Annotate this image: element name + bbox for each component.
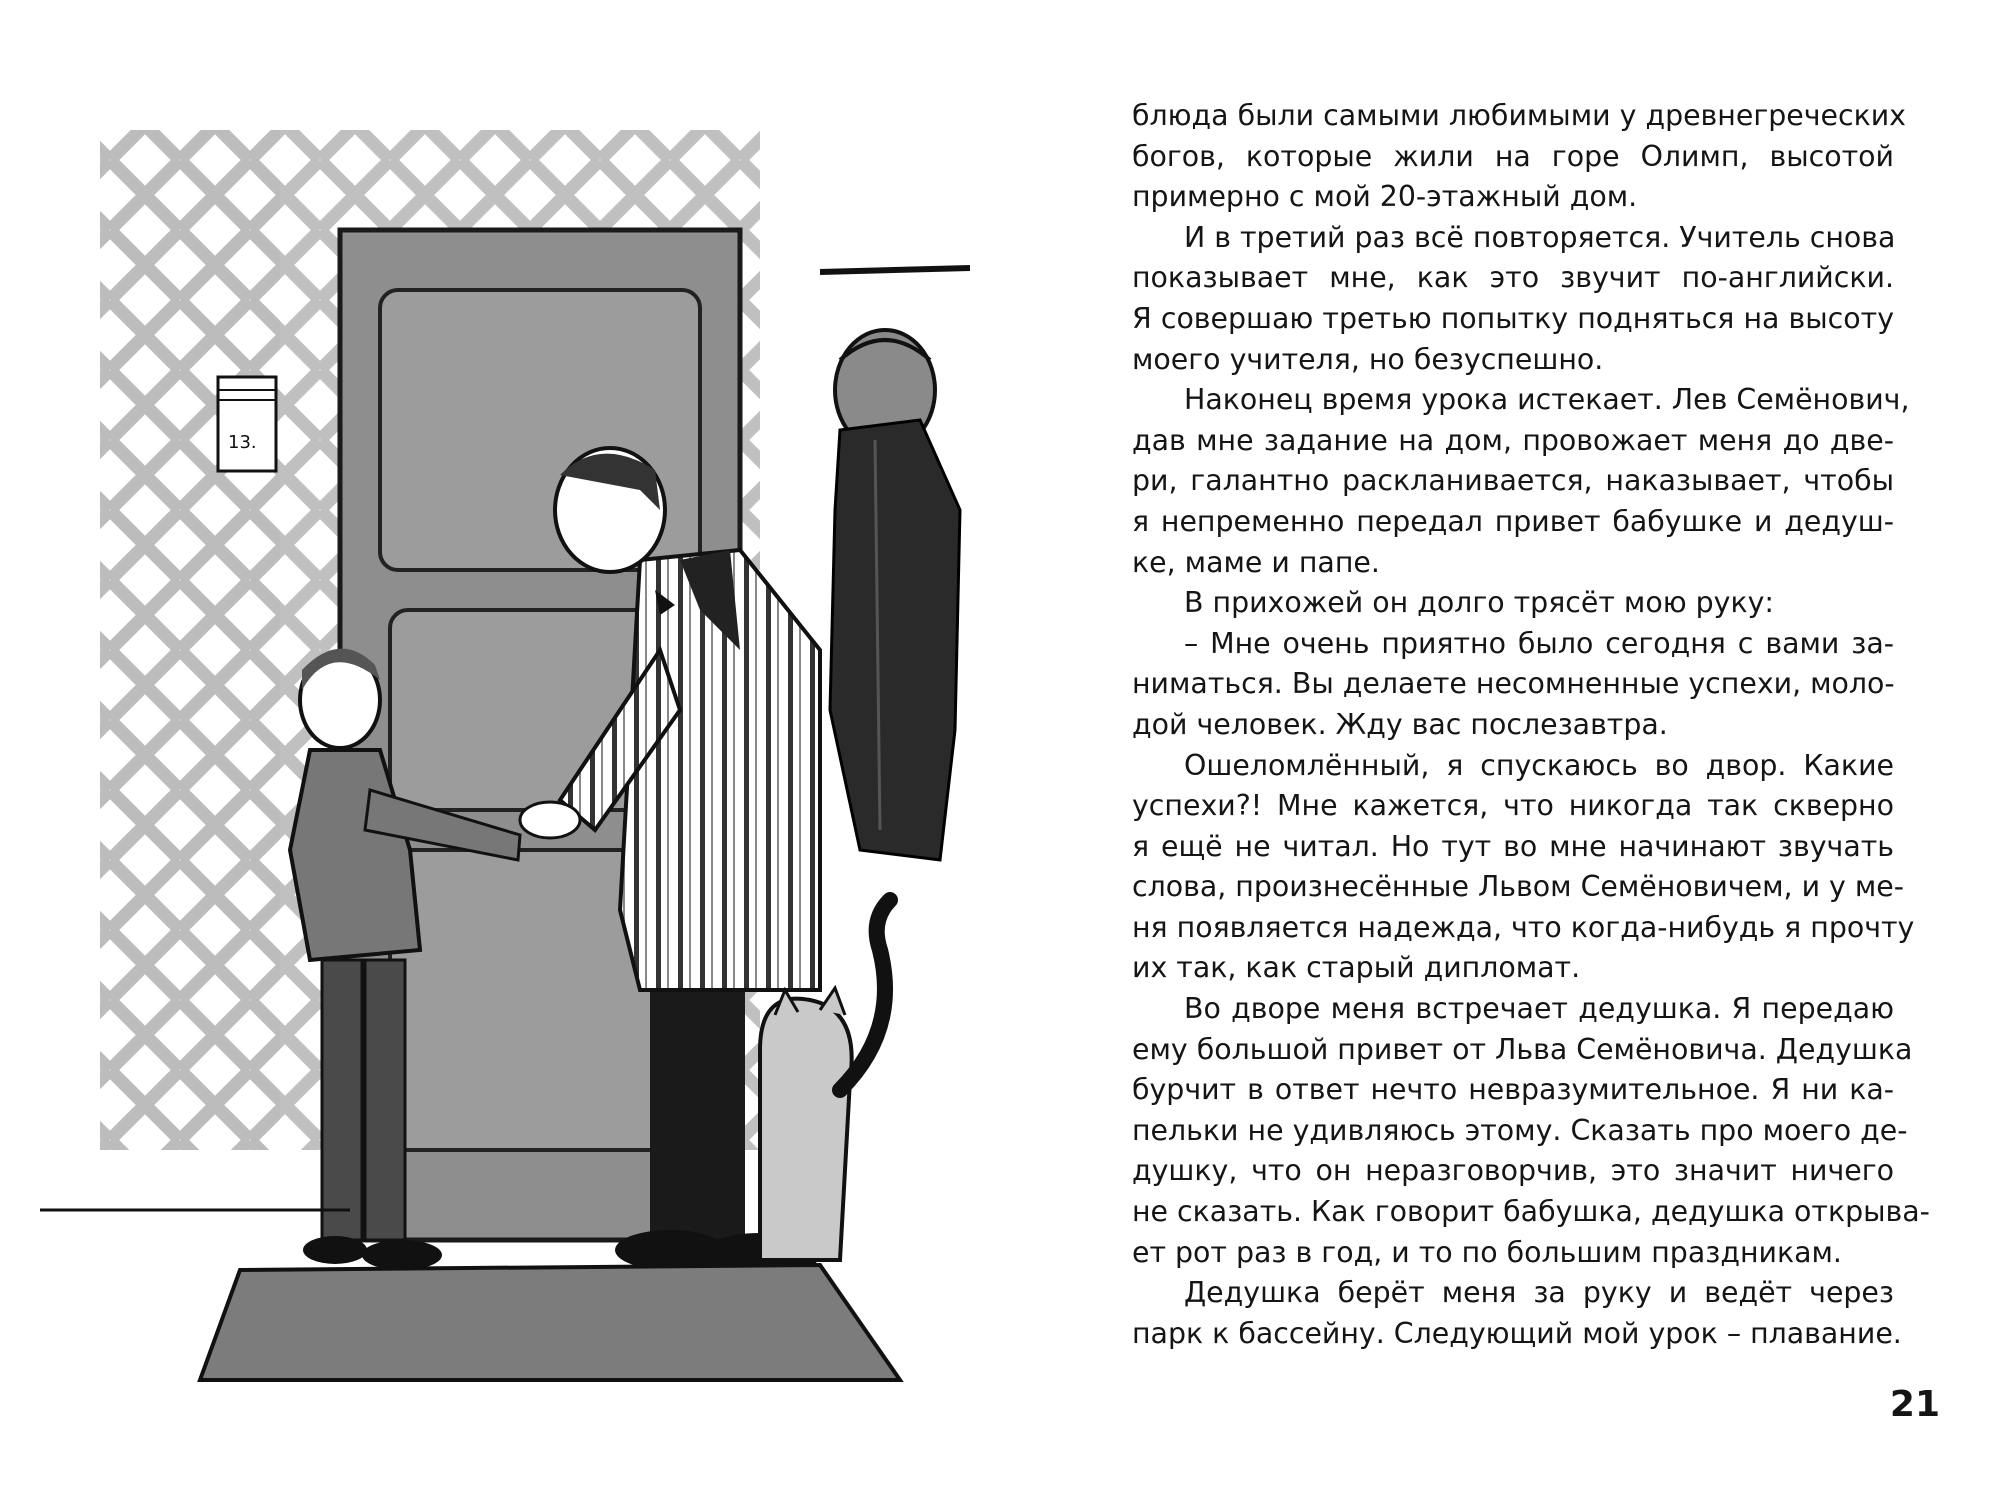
door-number-sign: [218, 377, 276, 471]
rug: [200, 1265, 900, 1380]
text-line: Дедушка берёт меня за руку и ведёт через: [1184, 1276, 1894, 1310]
text-line: парк к бассейну. Следующий мой урок – плавание.: [1132, 1316, 1902, 1350]
text-line: ня появляется надежда, что когда-нибудь я прочту: [1132, 910, 1915, 944]
door-number-text: 13.: [228, 432, 257, 453]
text-line: ему большой привет от Льва Семёновича. Дедушка: [1132, 1032, 1913, 1066]
illustration-drawing: [40, 90, 1040, 1400]
text-line: И в третий раз всё повторяется. Учитель снова: [1184, 220, 1896, 254]
text-line: примерно с мой 20-этажный дом.: [1132, 180, 1638, 214]
text-line: душку, что он неразговорчив, это значит ничего: [1132, 1154, 1894, 1188]
text-line: ет рот раз в год, и то по большим праздникам.: [1132, 1235, 1842, 1269]
illustration: [40, 90, 1040, 1400]
text-line: ри, галантно раскланивается, наказывает, чтобы: [1132, 464, 1894, 498]
text-line: дой человек. Жду вас послезавтра.: [1132, 707, 1668, 741]
text-line: Ошеломлённый, я спускаюсь во двор. Какие: [1184, 748, 1894, 782]
text-line: блюда были самыми любимыми у древнегреческих: [1132, 99, 1906, 132]
text-line: показывает мне, как это звучит по-английски.: [1132, 261, 1894, 295]
text-line: их так, как старый дипломат.: [1132, 951, 1581, 985]
text-line: ниматься. Вы делаете несомненные успехи, моло-: [1132, 667, 1895, 701]
text-line: – Мне очень приятно было сегодня с вами за-: [1184, 626, 1894, 660]
page-number: 21: [1889, 1384, 1940, 1425]
text-line: слова, произнесённые Львом Семёновичем, и у ме-: [1132, 870, 1904, 904]
text-line: бурчит в ответ нечто невразумительное. Я ни ка-: [1132, 1073, 1894, 1107]
text-line: пельки не удивляюсь этому. Сказать про моего де-: [1132, 1113, 1908, 1147]
text-line: я непременно передал привет бабушке и дедуш-: [1132, 504, 1894, 538]
text-line: В прихожей он долго трясёт мою руку:: [1184, 586, 1774, 620]
text-line: моего учителя, но безуспешно.: [1132, 342, 1604, 376]
text-line: Я совершаю третью попытку подняться на высоту: [1132, 301, 1894, 335]
coat: [830, 420, 960, 860]
text-line: Во дворе меня встречает дедушка. Я передаю: [1184, 992, 1894, 1026]
text-line: я ещё не читал. Но тут во мне начинают звучать: [1132, 829, 1894, 863]
text-column: [1132, 96, 1930, 1354]
text-line: ке, маме и папе.: [1132, 545, 1380, 579]
text-line: дав мне задание на дом, провожает меня до две-: [1132, 423, 1894, 457]
text-line: Наконец время урока истекает. Лев Семёнович,: [1184, 383, 1910, 417]
text-line: богов, которые жили на горе Олимп, высотой: [1132, 139, 1894, 173]
text-line: успехи?! Мне кажется, что никогда так скверно: [1132, 789, 1894, 823]
text-line: не сказать. Как говорит бабушка, дедушка открыва-: [1132, 1195, 1930, 1229]
coat-rail: [820, 268, 970, 272]
